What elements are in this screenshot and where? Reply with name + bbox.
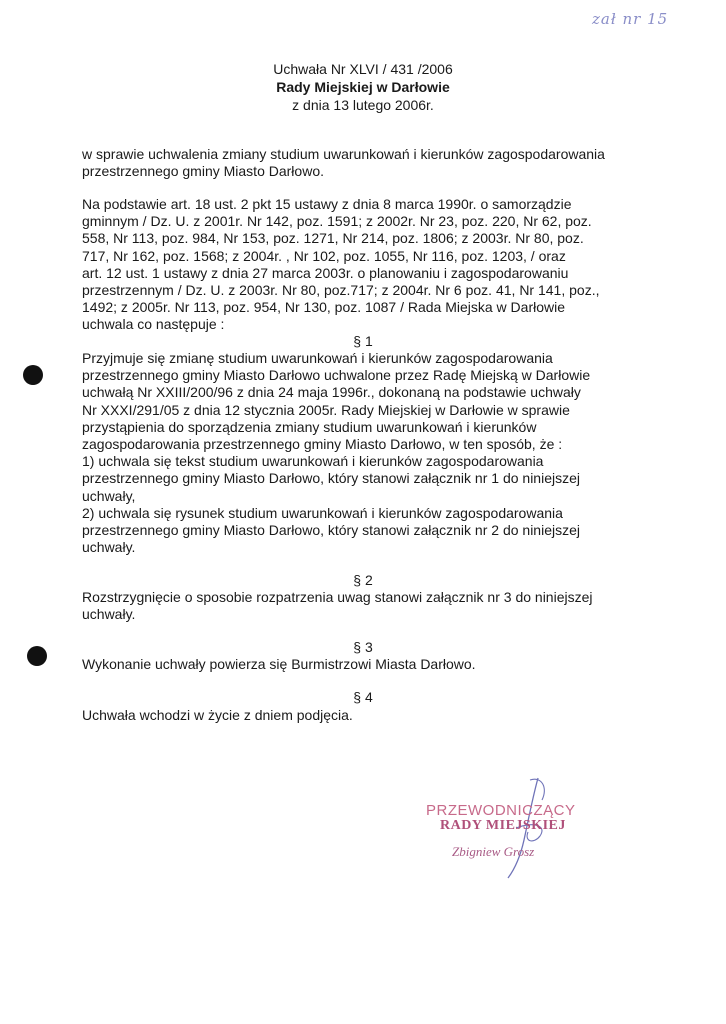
section-line: przystąpienia do sporządzenia zmiany studium uwarunkowań i kierunków — [82, 418, 537, 435]
section-line: uchwały. — [82, 539, 136, 556]
section-line: 2) uchwala się rysunek studium uwarunkowań i kierunków zagospodarowania — [82, 504, 563, 521]
legal-basis-line: 717, Nr 162, poz. 1568; z 2004r. , Nr 102, poz. 1055, Nr 116, poz. 1203, / oraz — [82, 247, 566, 264]
section-heading-1: § 1 — [353, 333, 373, 349]
section-3-body — [82, 656, 662, 673]
legal-basis-line: art. 12 ust. 1 ustawy z dnia 27 marca 2003r. o planowaniu i zagospodarowaniu — [82, 264, 569, 281]
council-name: Rady Miejskiej w Darłowie — [276, 79, 450, 95]
section-line: przestrzennego gminy Miasto Darłowo uchwalone przez Radę Miejską w Darłowie — [82, 367, 591, 384]
punch-hole — [27, 646, 47, 666]
chairman-stamp — [420, 770, 620, 880]
section-line: zagospodarowania przestrzennego gminy Miasto Darłowo, w ten sposób, że : — [82, 436, 563, 453]
legal-basis-line: Na podstawie art. 18 ust. 2 pkt 15 ustawy z dnia 8 marca 1990r. o samorządzie — [82, 196, 572, 212]
section-line: 1) uchwala się tekst studium uwarunkowań i kierunków zagospodarowania — [82, 453, 544, 470]
section-heading-3: § 3 — [353, 639, 373, 655]
legal-basis-line: 1492; z 2005r. Nr 113, poz. 954, Nr 130, poz. 1087 / Rada Miejska w Darłowie — [82, 299, 566, 316]
section-line: uchwały, — [82, 487, 136, 504]
section-line: Przyjmuje się zmianę studium uwarunkowań i kierunków zagospodarowania — [82, 350, 553, 366]
section-4-body — [82, 707, 662, 724]
subject-paragraph — [82, 146, 662, 180]
legal-basis-line: przestrzennym / Dz. U. z 2003r. Nr 80, poz.717; z 2004r. Nr 6 poz. 41, Nr 141, poz., — [82, 282, 600, 299]
legal-basis-paragraph — [82, 196, 662, 334]
subject-line: przestrzennego gminy Miasto Darłowo. — [82, 163, 324, 180]
section-line: Rozstrzygnięcie o sposobie rozpatrzenia uwag stanowi załącznik nr 3 do niniejszej — [82, 589, 593, 605]
legal-basis-line: 558, Nr 113, poz. 984, Nr 153, poz. 1271, Nr 214, poz. 1806; z 2003r. Nr 80, poz. — [82, 230, 584, 247]
section-line: przestrzennego gminy Miasto Darłowo, który stanowi załącznik nr 2 do niniejszej — [82, 522, 580, 539]
section-2-body — [82, 589, 662, 623]
legal-basis-line: gminnym / Dz. U. z 2001r. Nr 142, poz. 1591; z 2002r. Nr 23, poz. 220, Nr 62, poz. — [82, 213, 592, 230]
stamp-name: Zbigniew Grosz — [452, 844, 535, 859]
legal-basis-line: uchwala co następuje : — [82, 316, 225, 333]
section-line: uchwałą Nr XXIII/200/96 z dnia 24 maja 1996r., dokonaną na podstawie uchwały — [82, 384, 581, 401]
handwritten-corner-note: zał nr 15 — [592, 10, 669, 28]
section-line: Wykonanie uchwały powierza się Burmistrzowi Miasta Darłowo. — [82, 656, 476, 672]
section-heading-2: § 2 — [353, 572, 373, 588]
section-1-body — [82, 350, 662, 556]
section-heading-4: § 4 — [353, 689, 373, 705]
stamp-title: PRZEWODNICZĄCY — [426, 802, 576, 819]
section-line: uchwały. — [82, 606, 136, 623]
resolution-header — [0, 60, 726, 114]
stamp-council: RADY MIEJSKIEJ — [440, 818, 566, 833]
subject-line: w sprawie uchwalenia zmiany studium uwarunkowań i kierunków zagospodarowania — [82, 146, 605, 162]
section-line: przestrzennego gminy Miasto Darłowo, który stanowi załącznik nr 1 do niniejszej — [82, 470, 580, 487]
section-line: Nr XXXI/291/05 z dnia 12 stycznia 2005r. Rady Miejskiej w Darłowie w sprawie — [82, 401, 570, 418]
section-line: Uchwała wchodzi w życie z dniem podjęcia. — [82, 707, 353, 723]
resolution-date: z dnia 13 lutego 2006r. — [292, 97, 434, 113]
punch-hole — [23, 365, 43, 385]
resolution-number: Uchwała Nr XLVI / 431 /2006 — [273, 61, 453, 77]
